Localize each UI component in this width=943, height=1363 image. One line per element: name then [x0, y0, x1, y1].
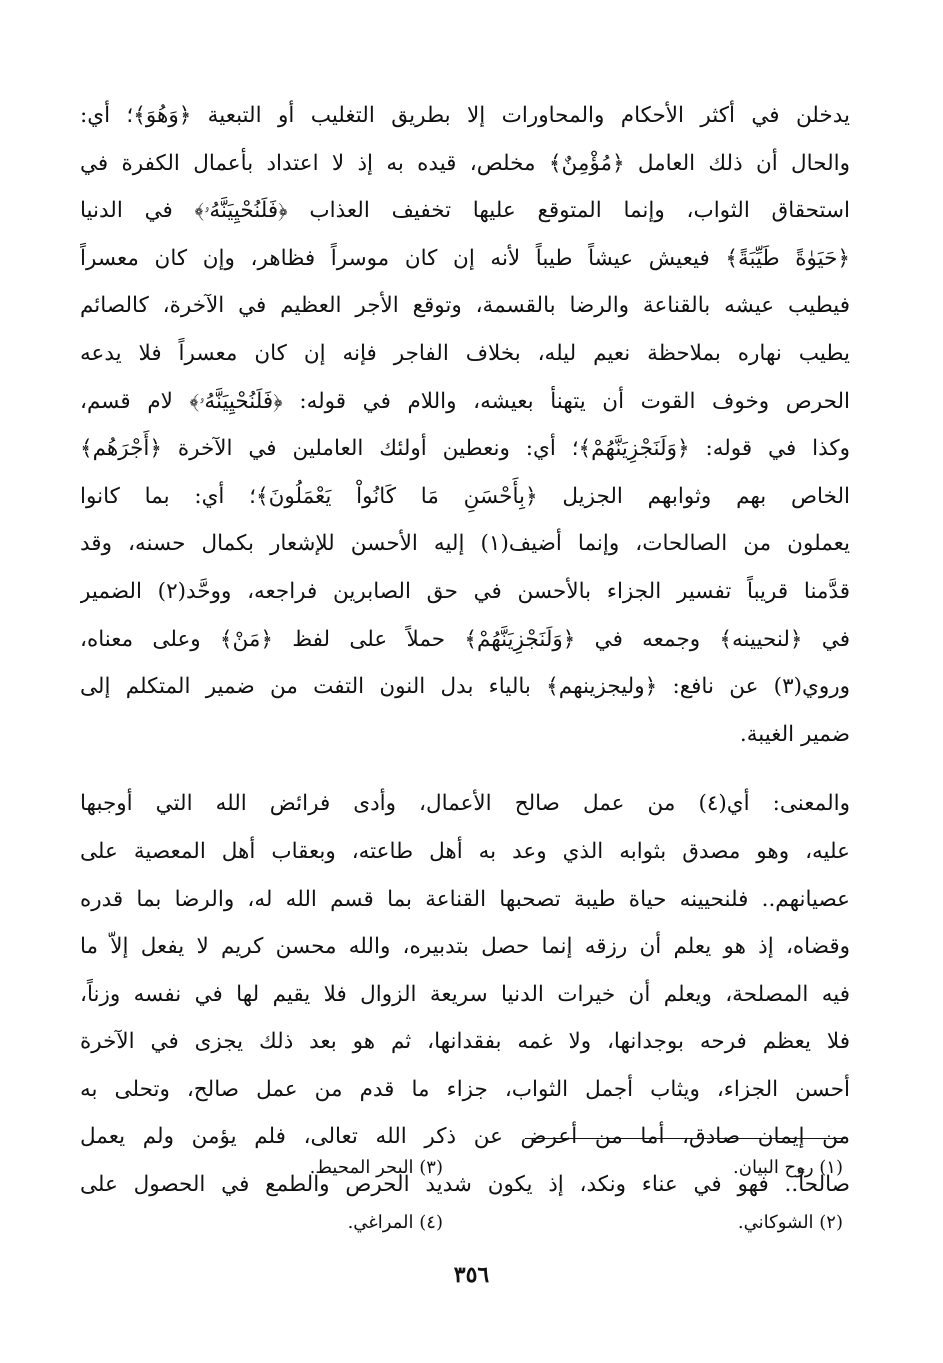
- footnote-2: (٢) الشوكاني.: [737, 1212, 843, 1233]
- footnote-1: (١) روح البيان.: [733, 1157, 843, 1178]
- text-line: الحرص وخوف القوت أن يتهنأ بعيشه، واللام في قوله: ﴿فَلَنُحْيِيَنَّهُۥ﴾ لام قسم،: [80, 388, 850, 414]
- text-line: والمعنى: أي(٤) من عمل صالح الأعمال، وأدى فرائض الله التي أوجبها: [80, 791, 850, 817]
- text-line: يطيب نهاره بملاحظة نعيم ليله، بخلاف الفاجر فإنه إن كان معسراً فلا يدعه: [80, 340, 850, 366]
- text-line: فلا يعظم فرحه بوجدانها، ولا غمه بفقدانها، ثم هو بعد ذلك يجزى في الآخرة: [80, 1029, 850, 1055]
- text-line: قدَّمنا قريباً تفسير الجزاء بالأحسن في حق الصابرين فراجعه، ووحَّد(٢) الضمير: [80, 578, 850, 604]
- text-line: يعملون من الصالحات، وإنما أضيف(١) إليه الأحسن للإشعار بكمال حسنه، وقد: [80, 531, 850, 557]
- footnote-3: (٣) البحر المحيط.: [309, 1157, 443, 1178]
- text-line: عليه، وهو مصدق بثوابه الذي وعد به أهل طاعته، وبعقاب أهل المعصية على: [80, 838, 850, 864]
- footnote-separator: [525, 1138, 845, 1139]
- text-line: ضمير الغيبة.: [739, 721, 850, 747]
- text-line: أحسن الجزاء، ويثاب أجمل الثواب، جزاء ما قدم من عمل صالح، وتحلى به: [80, 1076, 850, 1102]
- main-text: [80, 92, 850, 1209]
- text-line: ﴿حَيَوٰةً طَيِّبَةً﴾ فيعيش عيشاً طيباً لأنه إن كان موسراً فظاهر، وإن كان معسراً: [80, 245, 850, 271]
- text-line: فيه المصلحة، ويعلم أن خيرات الدنيا سريعة الزوال فلا يقيم لها في نفسه وزناً،: [80, 981, 850, 1007]
- text-line: يدخلن في أكثر الأحكام والمحاورات إلا بطريق التغليب أو التبعية ﴿وَهُوَ﴾؛ أي:: [80, 103, 850, 128]
- text-line: والحال أن ذلك العامل ﴿مُؤْمِنٌ﴾ مخلص، قيده به إذ لا اعتداد بأعمال الكفرة في: [80, 150, 850, 176]
- text-line: وقضاه، إذ هو يعلم أن رزقه إنما حصل بتدبيره، والله محسن كريم لا يفعل إلاّ ما: [80, 934, 850, 960]
- text-line: وكذا في قوله: ﴿وَلَنَجْزِيَنَّهُمْ﴾؛ أي: ونعطين أولئك العاملين في الآخرة ﴿أَجْرَهُم﴾: [80, 436, 850, 462]
- paragraph-1: [80, 92, 850, 758]
- text-line: من إيمان صادق، أما من أعرض عن ذكر الله تعالى، فلم يؤمن ولم يعمل: [80, 1124, 850, 1150]
- text-line: فيطيب عيشه بالقناعة والرضا بالقسمة، وتوقع الأجر العظيم في الآخرة، كالصائم: [80, 293, 850, 319]
- footnote-4: (٤) المراغي.: [347, 1212, 443, 1233]
- text-line: عصيانهم.. فلنحيينه حياة طيبة تصحبها القناعة بما قسم الله له، والرضا بما قدره: [80, 886, 850, 912]
- text-line: الخاص بهم وثوابهم الجزيل ﴿بِأَحْسَنِ مَا كَانُواْ يَعْمَلُونَ﴾؛ أي: بما كانوا: [80, 483, 850, 509]
- paragraph-2: [80, 780, 850, 1208]
- text-line: في ﴿لنحيينه﴾ وجمعه في ﴿وَلَنَجْزِيَنَّهُمْ﴾ حملاً على لفظ ﴿مَنْ﴾ وعلى معناه،: [80, 626, 850, 652]
- paragraph-gap: [80, 758, 850, 780]
- text-line: استحقاق الثواب، وإنما المتوقع عليها تخفيف العذاب ﴿فَلَنُحْيِيَنَّهُۥ﴾ في الدنيا: [80, 198, 850, 224]
- text-line: وروي(٣) عن نافع: ﴿وليجزينهم﴾ بالياء بدل النون التفت من ضمير المتكلم إلى: [80, 674, 850, 700]
- text-line: صالحاً.. فهو في عناء ونكد، إذ يكون شديد الحرص والطمع في الحصول على: [80, 1172, 850, 1198]
- page-number: ٣٥٦: [453, 1262, 490, 1288]
